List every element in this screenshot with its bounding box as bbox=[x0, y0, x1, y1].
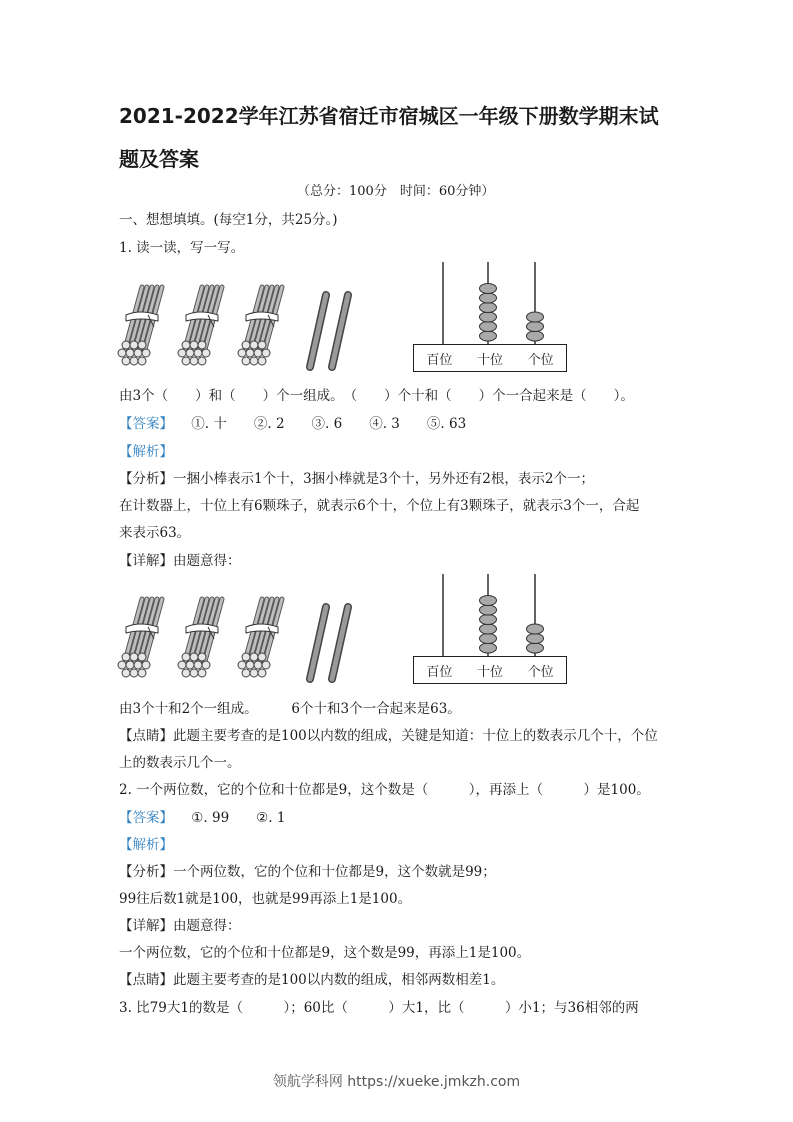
bead bbox=[480, 284, 497, 294]
answer-tag: 【答案】 bbox=[119, 416, 173, 432]
abacus-label-ones: 个位 bbox=[527, 664, 554, 680]
q1-key-point-2: 上的数表示几个一。 bbox=[119, 755, 241, 771]
question-1-prompt: 1. 读一读，写一写。 bbox=[119, 240, 245, 256]
analysis-tag: 【解析】 bbox=[119, 444, 173, 460]
bead bbox=[527, 322, 544, 332]
figure-2 bbox=[118, 570, 578, 690]
q2-analysis-2: 99往后数1就是100，也就是99再添上1是100。 bbox=[119, 891, 412, 907]
stick-bundle bbox=[118, 599, 162, 677]
question-3-prompt: 3. 比79大1的数是（ ）；60比（ ）大1，比（ ）小1；与36相邻的两 bbox=[119, 1000, 639, 1016]
bead bbox=[480, 634, 497, 644]
bead bbox=[480, 643, 497, 653]
bead bbox=[480, 303, 497, 313]
sticks-illustration bbox=[118, 595, 358, 710]
exam-subtitle: （总分：100分 时间：60分钟） bbox=[297, 184, 495, 199]
abacus-label-box bbox=[413, 656, 567, 684]
q2-result: 一个两位数，它的个位和十位都是9，这个数是99，再添上1是100。 bbox=[119, 945, 531, 961]
bead bbox=[480, 596, 497, 606]
stick-bundle bbox=[178, 287, 222, 365]
q2-detail: 【详解】由题意得： bbox=[119, 918, 241, 934]
answer-tag: 【答案】 bbox=[119, 810, 173, 826]
question-1-answer: ①. 十 ②. 2 ③. 6 ④. 3 ⑤. 63 bbox=[191, 416, 467, 432]
bead bbox=[480, 624, 497, 634]
bead bbox=[527, 312, 544, 322]
bead bbox=[480, 312, 497, 322]
abacus-label-box bbox=[413, 344, 567, 372]
bead bbox=[480, 322, 497, 332]
abacus-label-ones: 个位 bbox=[527, 352, 554, 368]
page-footer: 领航学科网 https://xueke.jmkzh.com bbox=[272, 1074, 521, 1090]
bead bbox=[527, 624, 544, 634]
bead bbox=[480, 331, 497, 341]
stick-bundle bbox=[118, 287, 162, 365]
stick-bundle bbox=[238, 287, 282, 365]
abacus-label-tens: 十位 bbox=[476, 352, 503, 368]
abacus-label-hundreds: 百位 bbox=[426, 664, 453, 680]
stick-bundle bbox=[238, 599, 282, 677]
q1-result: 由3个十和2个一组成。 6个十和3个一合起来是63。 bbox=[119, 701, 461, 717]
bead bbox=[480, 293, 497, 303]
page-title-line1: 2021-2022学年江苏省宿迁市宿城区一年级下册数学期末试 bbox=[119, 104, 659, 128]
abacus-label-tens: 十位 bbox=[476, 664, 503, 680]
stick-bundle bbox=[178, 599, 222, 677]
bead bbox=[527, 634, 544, 644]
abacus-label-hundreds: 百位 bbox=[426, 352, 453, 368]
question-1-fill: 由3个（ ）和（ ）个一组成。 （ ）个十和（ ）个一合起来是（ ）。 bbox=[119, 388, 634, 404]
q2-key-point: 【点睛】此题主要考查的是100以内数的组成，相邻两数相差1。 bbox=[119, 972, 505, 988]
q1-key-point-1: 【点睛】此题主要考查的是100以内数的组成，关键是知道：十位上的数表示几个十，个位 bbox=[119, 728, 658, 744]
bead bbox=[527, 643, 544, 653]
figure-1 bbox=[118, 258, 578, 378]
q1-analysis-2: 在计数器上，十位上有6颗珠子，就表示6个十，个位上有3颗珠子，就表示3个一，合起 bbox=[119, 498, 640, 514]
question-1-answer-row bbox=[119, 412, 466, 432]
q1-analysis-1: 【分析】一捆小棒表示1个十，3捆小棒就是3个十，另外还有2根，表示2个一； bbox=[119, 471, 594, 487]
page-title-line2: 题及答案 bbox=[119, 147, 199, 171]
question-2-answer-row bbox=[119, 806, 285, 826]
q2-analysis-1: 【分析】一个两位数，它的个位和十位都是9，这个数就是99； bbox=[119, 864, 496, 880]
bead bbox=[480, 605, 497, 615]
section-heading: 一、想想填填。(每空1分，共25分。) bbox=[119, 212, 338, 228]
q1-analysis-3: 来表示63。 bbox=[119, 525, 191, 541]
analysis-tag: 【解析】 bbox=[119, 837, 173, 853]
question-2-answer: ①. 99 ②. 1 bbox=[191, 810, 286, 826]
question-2-prompt: 2. 一个两位数，它的个位和十位都是9，这个数是（ ），再添上（ ）是100。 bbox=[119, 782, 650, 798]
sticks-illustration bbox=[118, 283, 358, 398]
q1-detail: 【详解】由题意得： bbox=[119, 553, 241, 569]
bead bbox=[527, 331, 544, 341]
bead bbox=[480, 615, 497, 625]
